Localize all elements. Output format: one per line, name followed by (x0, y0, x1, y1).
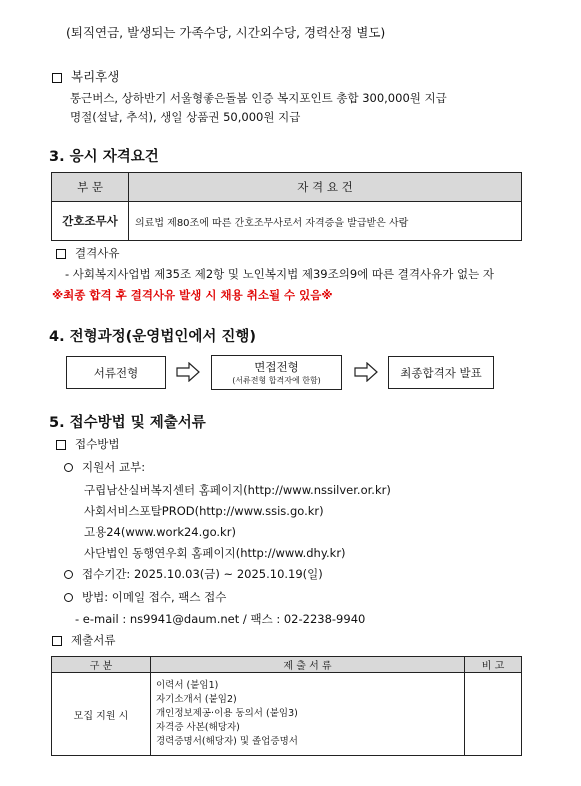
period-item (64, 566, 323, 582)
process-step-3-label: 최종합격자 발표 (400, 365, 482, 380)
process-step-2-sublabel: (서류전형 합격자에 한함) (232, 376, 321, 385)
contact-line: - e-mail : ns9941@daum.net / 팩스 : 02-2238-9940 (75, 612, 366, 626)
section-5-title: 5. 접수방법 및 제출서류 (49, 415, 206, 431)
process-step-1-label: 서류전형 (93, 365, 139, 380)
document-item: 이력서 (붙임1) (156, 680, 219, 691)
documents-title: 제출서류 (71, 633, 116, 647)
disqualification-heading (56, 245, 119, 261)
document-item: 자격증 사본(해당자) (156, 722, 240, 733)
circle-bullet-icon (64, 463, 73, 472)
welfare-heading (52, 67, 119, 85)
document-item: 경력증명서(해당자) 및 졸업증명서 (156, 736, 298, 747)
process-step-2-label: 면접전형 (254, 360, 299, 374)
section-3-title: 3. 응시 자격요건 (49, 149, 159, 165)
qualification-req-cell: 의료법 제80조에 따른 간호조무사로서 자격증을 발급받은 사람 (129, 202, 522, 241)
section-4-title: 4. 전형과정(운영법인에서 진행) (49, 329, 257, 345)
qualification-table (51, 172, 522, 241)
site-link-3[interactable]: 고용24(www.work24.go.kr) (84, 525, 236, 539)
distribution-item (64, 459, 145, 475)
qualification-header-dept: 부 문 (52, 173, 129, 202)
documents-table (51, 656, 522, 756)
application-method: 방법: 이메일 접수, 팩스 접수 (82, 590, 227, 604)
site-link-2[interactable]: 사회서비스포탈PROD(http://www.ssis.go.kr) (84, 504, 324, 518)
checkbox-square-icon (52, 636, 62, 646)
document-item: 개인정보제공·이용 동의서 (붙임3) (156, 708, 298, 719)
checkbox-square-icon (56, 440, 66, 450)
top-note: (퇴직연금, 발생되는 가족수당, 시간외수당, 경력산정 별도) (66, 25, 386, 40)
distribution-label: 지원서 교부: (82, 460, 146, 474)
document-item: 자기소개서 (붙임2) (156, 694, 237, 705)
checkbox-square-icon (52, 73, 62, 83)
process-step-interview (211, 355, 342, 390)
documents-heading (52, 632, 115, 648)
qualification-dept-cell: 간호조무사 (52, 202, 129, 241)
application-period: 접수기간: 2025.10.03(금) ~ 2025.10.19(일) (82, 567, 323, 581)
documents-header-category: 구 분 (52, 657, 151, 673)
welfare-line-1: 통근버스, 상하반기 서울형좋은돌봄 인증 복지포인트 총합 300,000원 지급 (70, 91, 447, 105)
disqualification-line: - 사회복지사업법 제35조 제2항 및 노인복지법 제39조의9에 따른 결격사유가 없는 자 (65, 267, 494, 281)
documents-note-cell (465, 673, 522, 756)
documents-header-note: 비 고 (465, 657, 522, 673)
welfare-title: 복리후생 (71, 69, 120, 84)
process-step-final (388, 356, 494, 389)
documents-row-label: 모집 지원 시 (52, 673, 151, 756)
site-link-1[interactable]: 구립남산실버복지센터 홈페이지(http://www.nssilver.or.kr) (84, 483, 391, 497)
circle-bullet-icon (64, 593, 73, 602)
qualification-header-req: 자 격 요 건 (129, 173, 522, 202)
documents-list-cell (151, 673, 465, 756)
circle-bullet-icon (64, 570, 73, 579)
checkbox-square-icon (56, 249, 66, 259)
right-arrow-icon (176, 362, 201, 382)
method-item (64, 589, 226, 605)
cancellation-warning: ※최종 합격 후 결격사유 발생 시 채용 취소될 수 있음※ (52, 288, 333, 302)
site-link-4[interactable]: 사단법인 동행연우회 홈페이지(http://www.dhy.kr) (84, 546, 346, 560)
method-title: 접수방법 (75, 437, 120, 451)
method-heading (56, 436, 119, 452)
process-step-documents (66, 356, 166, 389)
right-arrow-icon (354, 362, 379, 382)
welfare-line-2: 명절(설날, 추석), 생일 상품권 50,000원 지급 (70, 110, 301, 124)
documents-header-documents: 제 출 서 류 (151, 657, 465, 673)
disqualification-title: 결격사유 (75, 246, 120, 260)
